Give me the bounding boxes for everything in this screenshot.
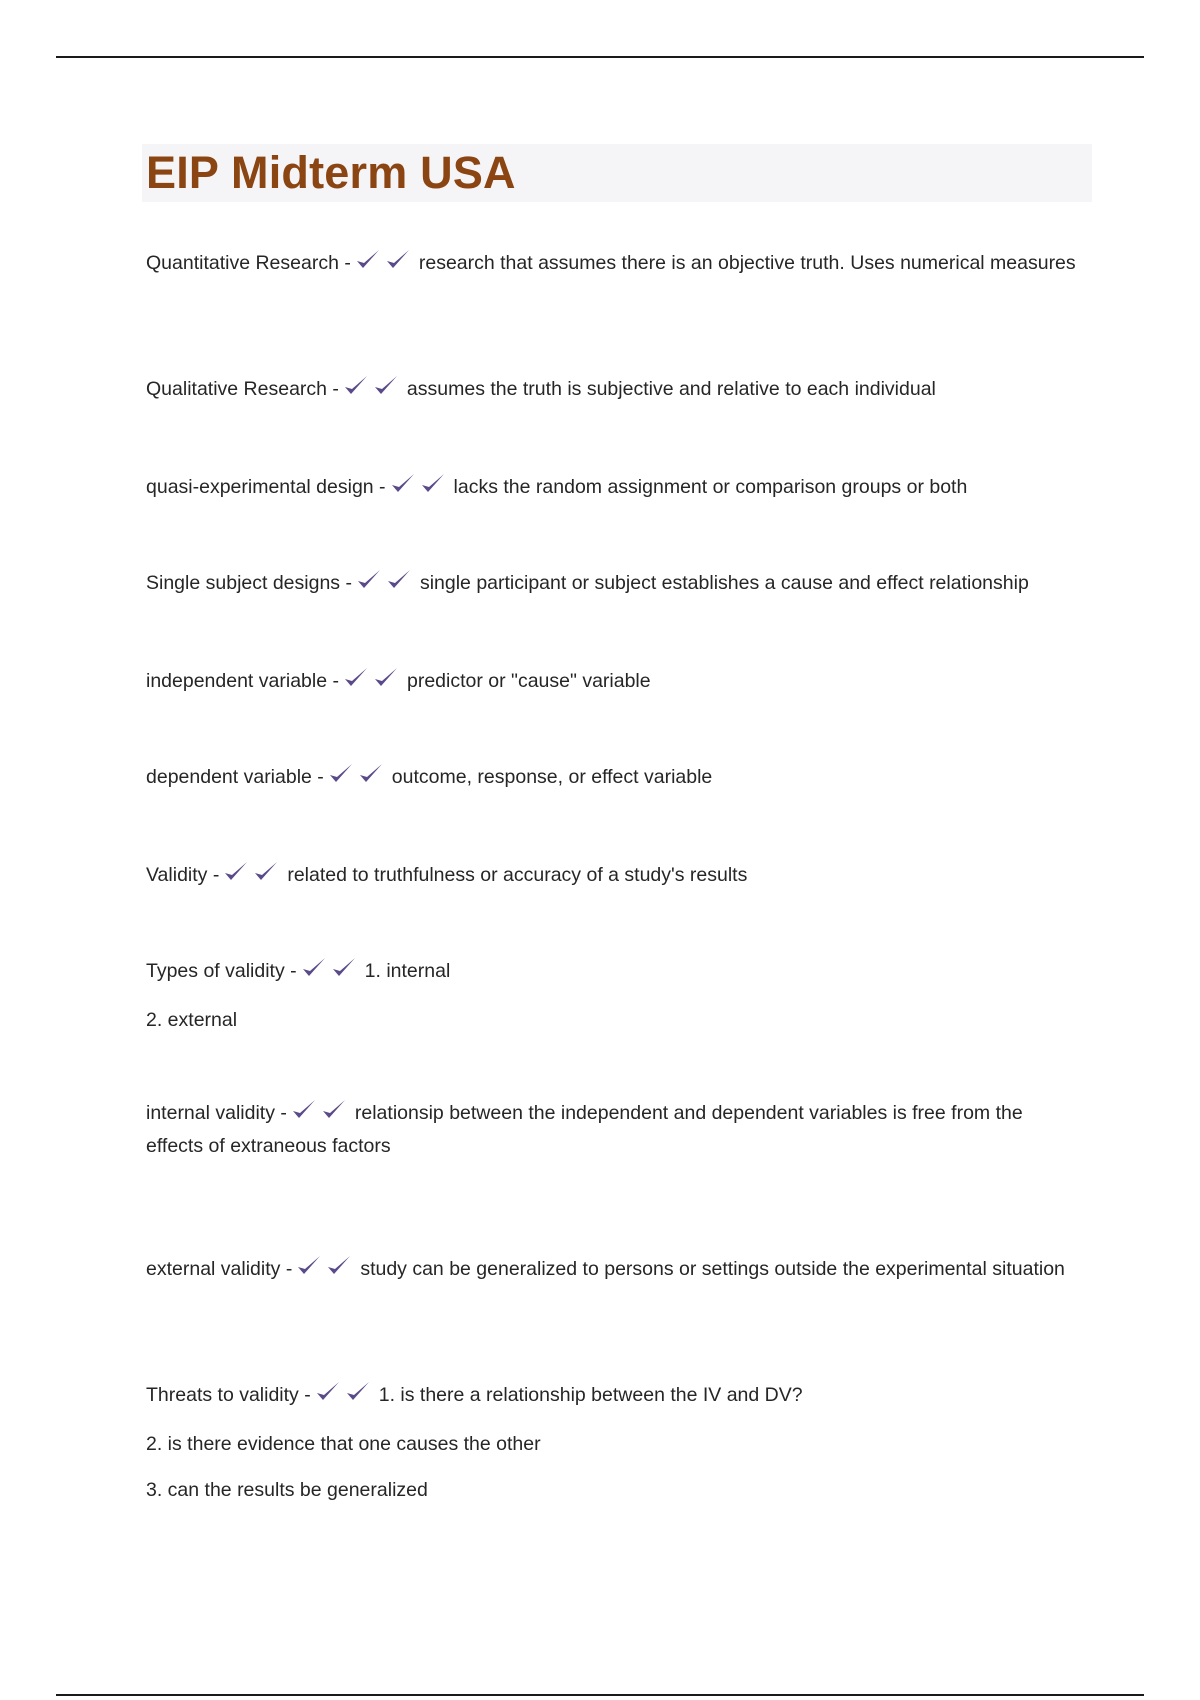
check-icon: [296, 1254, 322, 1278]
double-check-marks: [328, 762, 388, 795]
check-icon: [420, 472, 446, 496]
check-icon: [373, 666, 399, 690]
entry-definition: outcome, response, or effect variable: [391, 766, 713, 788]
check-icon: [326, 1254, 352, 1278]
check-icon: [355, 248, 381, 272]
footer-rule: [56, 1694, 1144, 1696]
double-check-marks: [296, 1254, 356, 1287]
entry-term: Single subject designs -: [146, 572, 352, 594]
entry-term: internal validity -: [146, 1102, 287, 1124]
document-title: EIP Midterm USA: [146, 147, 516, 198]
entry-definition: lacks the random assignment or comparison groups or both: [453, 476, 968, 498]
check-icon: [253, 860, 279, 884]
check-icon: [301, 956, 327, 980]
entry-definition: 1. is there a relationship between the IV and DV?: [378, 1384, 803, 1406]
flashcard-entry: [146, 762, 1076, 795]
check-icon: [291, 1098, 317, 1122]
check-icon: [390, 472, 416, 496]
entry-definition: study can be generalized to persons or settings outside the experimental situation: [360, 1258, 1065, 1280]
entry-term: Threats to validity -: [146, 1384, 311, 1406]
flashcard-entry: [146, 1098, 1076, 1161]
entry-definition: relationsip between the independent and dependent variables is free from the effects of extraneous factors: [146, 1102, 1023, 1157]
flashcard-entry: [146, 666, 1076, 699]
entry-extra-line: 3. can the results be generalized: [146, 1479, 428, 1501]
flashcard-entry: [146, 956, 1076, 1035]
entry-definition: 1. internal: [364, 960, 451, 982]
double-check-marks: [291, 1098, 351, 1131]
flashcard-entry: [146, 472, 1076, 505]
header-rule: [56, 56, 1144, 58]
double-check-marks: [355, 248, 415, 281]
entry-extra-line: 2. external: [146, 1009, 238, 1031]
entry-term: external validity -: [146, 1258, 293, 1280]
check-icon: [358, 762, 384, 786]
check-icon: [385, 248, 411, 272]
double-check-marks: [356, 568, 416, 601]
check-icon: [321, 1098, 347, 1122]
double-check-marks: [315, 1380, 375, 1413]
entry-term: Types of validity -: [146, 960, 297, 982]
double-check-marks: [223, 860, 283, 893]
entry-definition: predictor or "cause" variable: [406, 670, 651, 692]
entry-term: Validity -: [146, 864, 220, 886]
double-check-marks: [343, 666, 403, 699]
entry-extra-line: 2. is there evidence that one causes the other: [146, 1433, 541, 1455]
double-check-marks: [301, 956, 361, 989]
entry-term: Quantitative Research -: [146, 252, 351, 274]
flashcard-entry: [146, 1380, 1076, 1505]
check-icon: [343, 666, 369, 690]
check-icon: [328, 762, 354, 786]
entry-definition: assumes the truth is subjective and relative to each individual: [406, 378, 936, 400]
entry-term: independent variable -: [146, 670, 339, 692]
flashcard-entry: [146, 860, 1076, 893]
check-icon: [373, 374, 399, 398]
check-icon: [223, 860, 249, 884]
check-icon: [386, 568, 412, 592]
entry-definition: research that assumes there is an objective truth. Uses numerical measures: [418, 252, 1076, 274]
flashcard-list: [146, 248, 1076, 1505]
check-icon: [356, 568, 382, 592]
flashcard-entry: [146, 1254, 1076, 1287]
flashcard-entry: [146, 248, 1076, 281]
check-icon: [343, 374, 369, 398]
check-icon: [315, 1380, 341, 1404]
flashcard-entry: [146, 374, 1076, 407]
entry-definition: related to truthfulness or accuracy of a study's results: [287, 864, 748, 886]
double-check-marks: [390, 472, 450, 505]
check-icon: [331, 956, 357, 980]
entry-term: quasi-experimental design -: [146, 476, 386, 498]
flashcard-entry: [146, 568, 1076, 601]
double-check-marks: [343, 374, 403, 407]
entry-term: dependent variable -: [146, 766, 324, 788]
check-icon: [345, 1380, 371, 1404]
entry-term: Qualitative Research -: [146, 378, 339, 400]
entry-definition: single participant or subject establishes a cause and effect relationship: [419, 572, 1029, 594]
